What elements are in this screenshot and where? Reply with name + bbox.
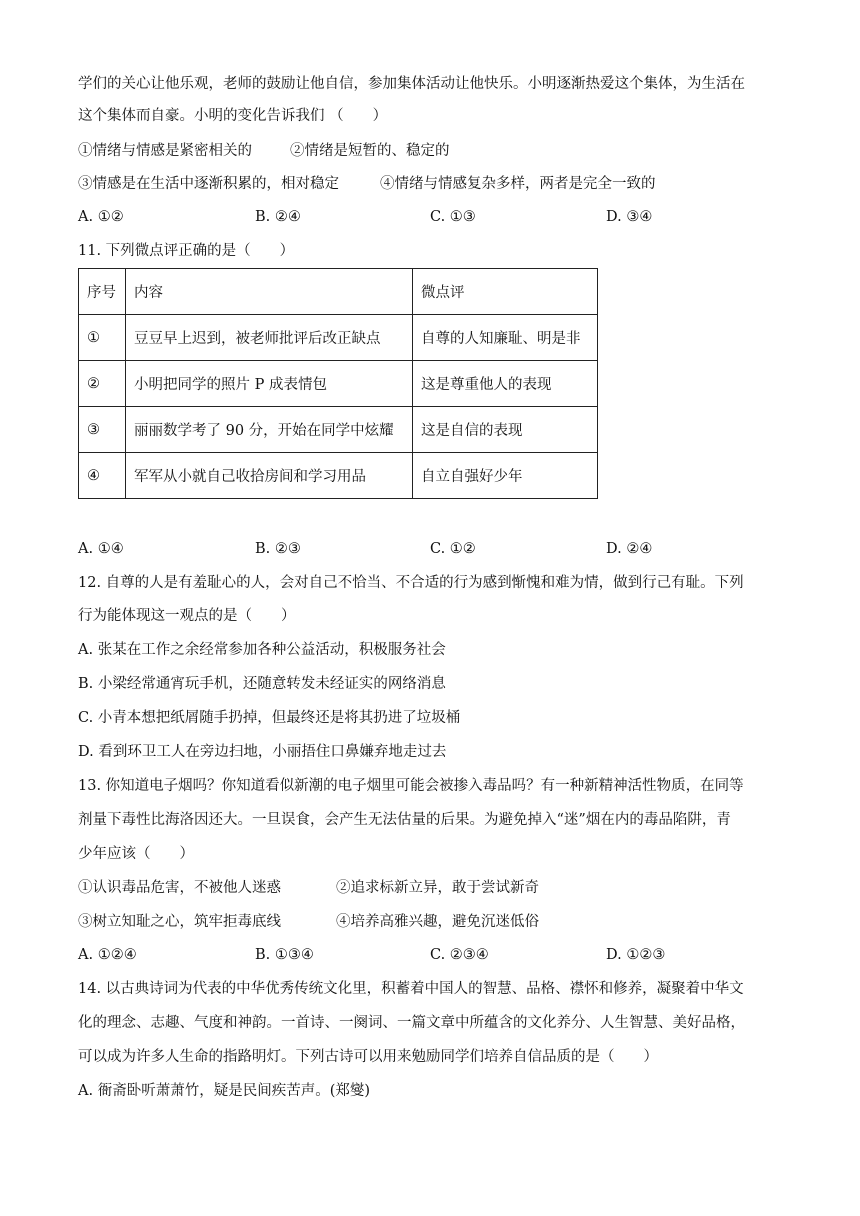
q14-text-line-2: 化的理念、志趣、气度和神韵。一首诗、一阕词、一篇文章中所蕴含的文化养分、人生智慧、美好品格， (78, 1015, 745, 1031)
table-header-cell: 序号 (79, 269, 126, 315)
q13-option-c: C. ②③④ (430, 947, 489, 963)
q12-option-b: B. 小梁经常通宵玩手机，还随意转发未经证实的网络消息 (78, 676, 446, 692)
q14-text-line-3: 可以成为许多人生命的指路明灯。下列古诗可以用来勉励同学们培养自信品质的是（ ） (78, 1049, 658, 1065)
q13-option-a: A. ①②④ (78, 947, 137, 963)
table-row (79, 407, 598, 453)
q10-statement-2: ②情绪是短暂的、稳定的 (290, 143, 450, 159)
table-cell: 自立自强好少年 (413, 453, 598, 499)
q10-option-b: B. ②④ (255, 209, 301, 225)
table-row (79, 453, 598, 499)
q13-text-line-1: 13. 你知道电子烟吗？你知道看似新潮的电子烟里可能会被掺入毒品吗？有一种新精神活性物质，在同等 (78, 778, 744, 794)
table-cell: ③ (79, 407, 126, 453)
table-cell: ④ (79, 453, 126, 499)
table-cell: 这是自信的表现 (413, 407, 598, 453)
q12-option-a: A. 张某在工作之余经常参加各种公益活动，积极服务社会 (78, 642, 446, 658)
q12-text-line-1: 12. 自尊的人是有羞耻心的人，会对自己不恰当、不合适的行为感到惭愧和难为情，做到行己有耻。下列 (78, 575, 744, 591)
table-cell: 小明把同学的照片 P 成表情包 (126, 361, 413, 407)
table-cell: 豆豆早上迟到，被老师批评后改正缺点 (126, 315, 413, 361)
q11-option-b: B. ②③ (255, 541, 301, 557)
q13-option-b: B. ①③④ (255, 947, 314, 963)
table-row (79, 315, 598, 361)
q12-text-line-2: 行为能体现这一观点的是（ ） (78, 608, 296, 624)
q13-text-line-3: 少年应该（ ） (78, 846, 194, 862)
q13-statement-2: ②追求标新立异，敢于尝试新奇 (336, 880, 539, 896)
q10-option-d: D. ③④ (606, 209, 653, 225)
table-header-cell: 内容 (126, 269, 413, 315)
q11-table (78, 268, 598, 499)
q11-option-a: A. ①④ (78, 541, 124, 557)
table-header-row (79, 269, 598, 315)
table-cell: 军军从小就自己收拾房间和学习用品 (126, 453, 413, 499)
q10-statement-4: ④情绪与情感复杂多样，两者是完全一致的 (380, 176, 656, 192)
table-row (79, 361, 598, 407)
q10-statement-1: ①情绪与情感是紧密相关的 (78, 143, 252, 159)
q11-option-c: C. ①② (430, 541, 476, 557)
q13-option-d: D. ①②③ (606, 947, 666, 963)
q10-option-a: A. ①② (78, 209, 124, 225)
q13-statement-1: ①认识毒品危害，不被他人迷惑 (78, 880, 281, 896)
q11-stem: 11. 下列微点评正确的是（ ） (78, 243, 295, 259)
table-cell: ② (79, 361, 126, 407)
q10-text-line-2: 这个集体而自豪。小明的变化告诉我们 （ ） (78, 108, 388, 124)
q10-option-c: C. ①③ (430, 209, 476, 225)
q10-statement-3: ③情感是在生活中逐渐积累的，相对稳定 (78, 176, 339, 192)
q12-option-d: D. 看到环卫工人在旁边扫地，小丽捂住口鼻嫌弃地走过去 (78, 744, 447, 760)
table-cell: 丽丽数学考了 90 分，开始在同学中炫耀 (126, 407, 413, 453)
q13-statement-4: ④培养高雅兴趣，避免沉迷低俗 (336, 914, 539, 930)
table-header-cell: 微点评 (413, 269, 598, 315)
q14-text-line-1: 14. 以古典诗词为代表的中华优秀传统文化里，积蓄着中国人的智慧、品格、襟怀和修养，凝聚着中华文 (78, 981, 744, 997)
q12-option-c: C. 小青本想把纸屑随手扔掉，但最终还是将其扔进了垃圾桶 (78, 710, 461, 726)
q13-text-line-2: 剂量下毒性比海洛因还大。一旦误食，会产生无法估量的后果。为避免掉入“迷”烟在内的毒品陷阱，青 (78, 812, 731, 828)
table-cell: ① (79, 315, 126, 361)
q14-option-a: A. 衙斋卧听萧萧竹，疑是民间疾苦声。(郑燮) (78, 1083, 371, 1099)
table-cell: 自尊的人知廉耻、明是非 (413, 315, 598, 361)
q10-text-line-1: 学们的关心让他乐观，老师的鼓励让他自信，参加集体活动让他快乐。小明逐渐热爱这个集体，为生活在 (78, 76, 745, 92)
table-cell: 这是尊重他人的表现 (413, 361, 598, 407)
q13-statement-3: ③树立知耻之心，筑牢拒毒底线 (78, 914, 281, 930)
q11-option-d: D. ②④ (606, 541, 653, 557)
